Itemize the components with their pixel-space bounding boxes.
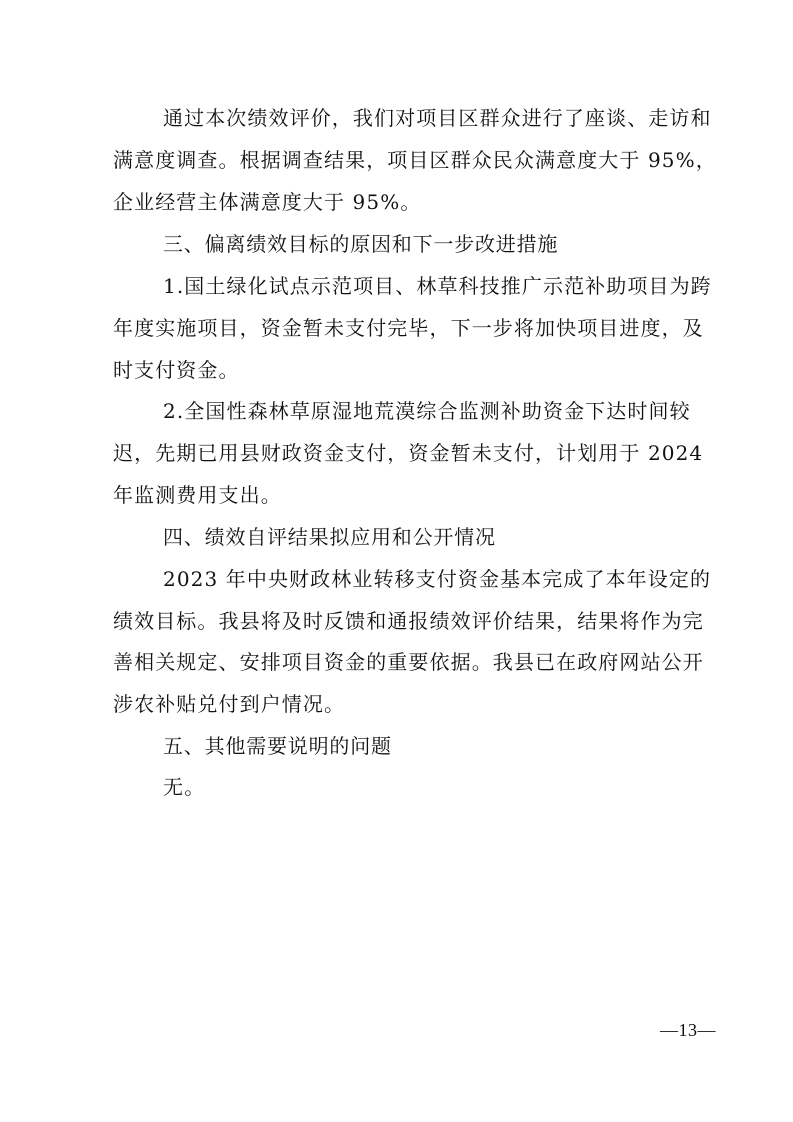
section-three-item1-line-2: 年度实施项目，资金暂未支付完毕，下一步将加快项目进度，及 [113, 316, 704, 340]
paragraph-satisfaction-line-1: 通过本次绩效评价，我们对项目区群众进行了座谈、走访和 [163, 106, 712, 130]
paragraph-satisfaction-line-2: 满意度调查。根据调查结果，项目区群众民众满意度大于 95%， [113, 148, 717, 172]
section-four-line-1: 2023 年中央财政林业转移支付资金基本完成了本年设定的 [163, 567, 712, 591]
section-three-item1-line-3: 时支付资金。 [113, 358, 240, 382]
section-five-heading: 五、其他需要说明的问题 [163, 734, 392, 758]
section-three-item2-line-2: 迟，先期已用县财政资金支付，资金暂未支付，计划用于 2024 [113, 441, 704, 465]
section-three-item2-line-1: 2.全国性森林草原湿地荒漠综合监测补助资金下达时间较 [163, 399, 691, 423]
section-three-item1-line-1: 1.国土绿化试点示范项目、林草科技推广示范补助项目为跨 [163, 274, 712, 298]
section-four-heading: 四、绩效自评结果拟应用和公开情况 [163, 525, 496, 549]
section-four-line-3: 善相关规定、安排项目资金的重要依据。我县已在政府网站公开 [113, 650, 704, 674]
section-three-item2-line-3: 年监测费用支出。 [113, 483, 282, 507]
paragraph-satisfaction-line-3: 企业经营主体满意度大于 95%。 [113, 190, 422, 214]
section-four-line-4: 涉农补贴兑付到户情况。 [113, 692, 346, 716]
section-five-body: 无。 [163, 775, 206, 799]
section-four-line-2: 绩效目标。我县将及时反馈和通报绩效评价结果，结果将作为完 [113, 609, 704, 633]
page-number: —13— [660, 1020, 716, 1040]
section-three-heading: 三、偏离绩效目标的原因和下一步改进措施 [163, 232, 559, 256]
